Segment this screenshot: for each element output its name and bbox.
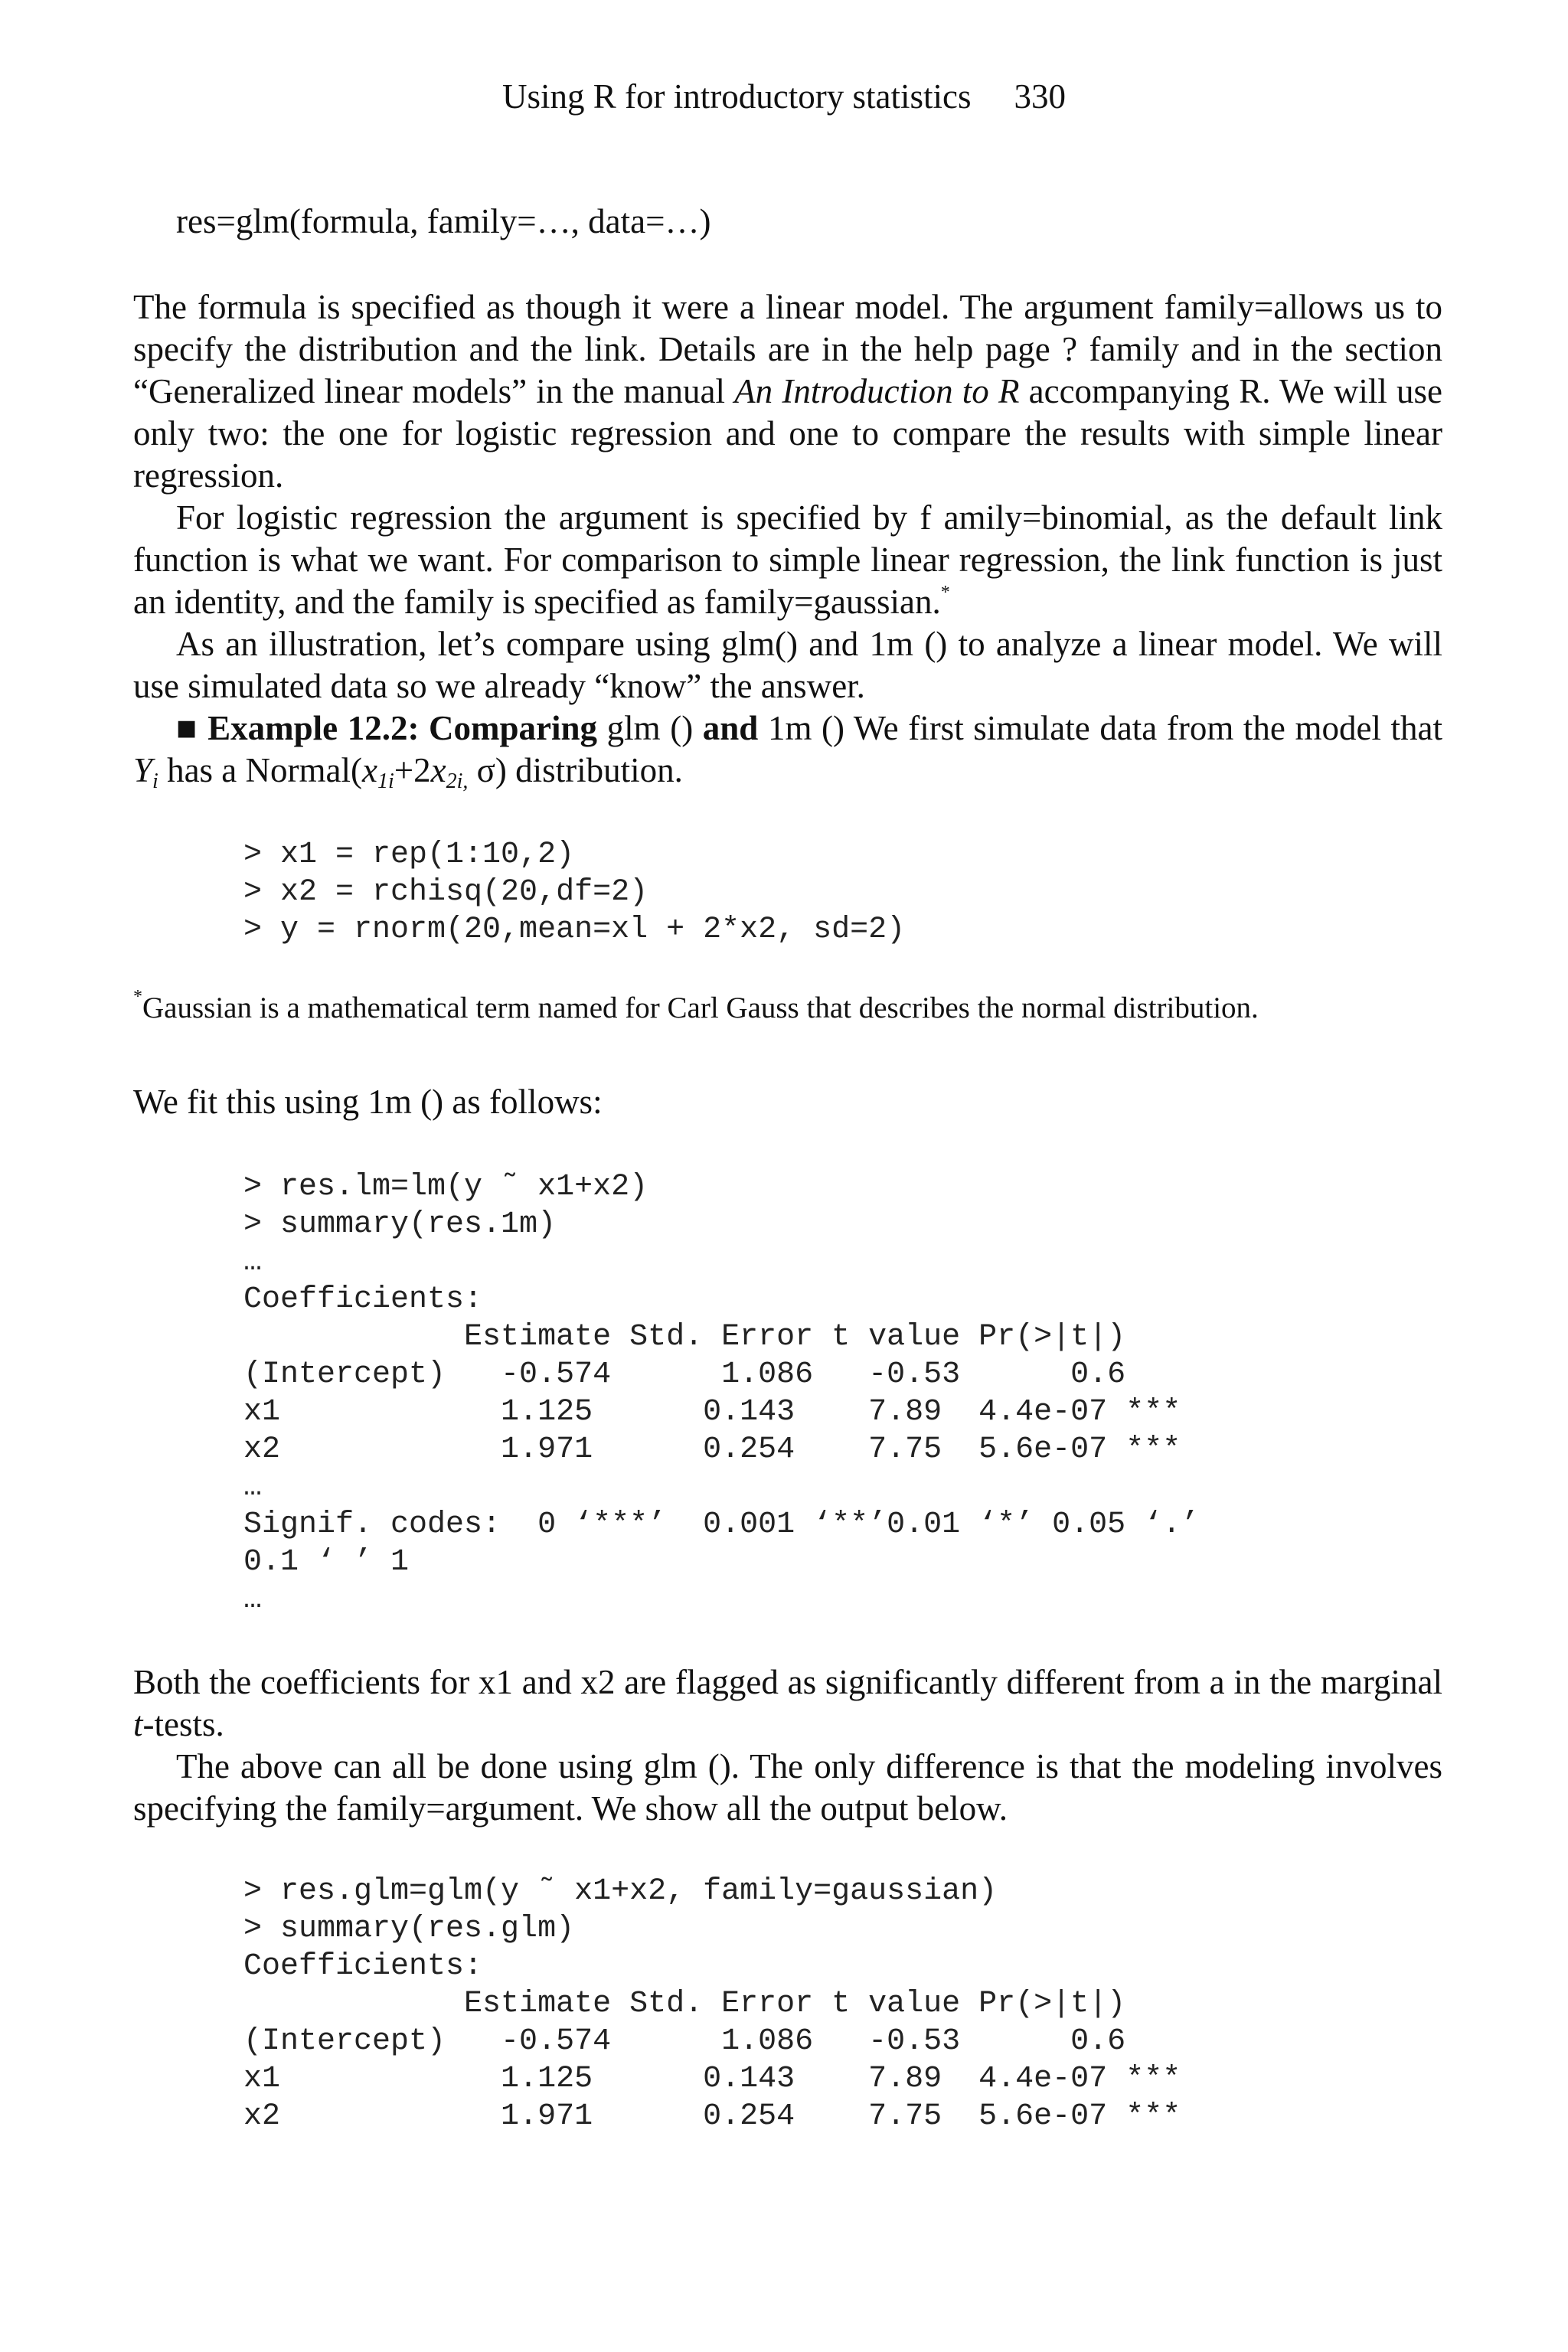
header-title: Using R for introductory statistics: [502, 77, 972, 116]
code-line: > summary(res.glm): [243, 1912, 575, 1946]
code-line: …: [243, 1583, 263, 1617]
body-text-bottom: [133, 1661, 1442, 1830]
footnote-mark: *: [133, 987, 142, 1007]
example-label: Example 12.2: Comparing: [207, 709, 598, 747]
code-line: x2 1.971 0.254 7.75 5.6e-07 ***: [243, 1432, 1181, 1467]
paragraph-fit-lm: We fit this using 1m () as follows:: [133, 1083, 603, 1121]
code-line: > res.glm=glm(y ˜ x1+x2, family=gaussian): [243, 1874, 998, 1909]
code-line: > res.lm=lm(y ˜ x1+x2): [243, 1170, 648, 1204]
code-line: > x2 = rchisq(20,df=2): [243, 875, 648, 910]
code-line: Estimate Std. Error t value Pr(>|t|): [243, 1987, 1126, 2021]
code-line: x1 1.125 0.143 7.89 4.4e-07 ***: [243, 1395, 1181, 1429]
code-line: (Intercept) -0.574 1.086 -0.53 0.6: [243, 2024, 1126, 2059]
code-line: …: [243, 1245, 263, 1279]
body-text-top: [133, 286, 1442, 792]
footnote: [133, 989, 1442, 1027]
syntax-line: res=glm(formula, family=…, data=…): [176, 202, 711, 240]
code-line: Coefficients:: [243, 1282, 483, 1317]
code-line: x2 1.971 0.254 7.75 5.6e-07 ***: [243, 2099, 1181, 2134]
code-block-lm-summary: [243, 1168, 1553, 1619]
code-line: 0.1 ‘ ’ 1: [243, 1545, 410, 1579]
page-number: 330: [1014, 77, 1066, 116]
code-line: …: [243, 1470, 263, 1504]
code-line: (Intercept) -0.574 1.086 -0.53 0.6: [243, 1357, 1126, 1392]
manual-title: An Introduction to R: [734, 372, 1020, 410]
running-header: [0, 74, 1568, 119]
code-block-simulate: [243, 836, 1553, 949]
code-line: > y = rnorm(20,mean=xl + 2*x2, sd=2): [243, 913, 906, 947]
code-line: > x1 = rep(1:10,2): [243, 838, 575, 872]
paragraph-illustration: As an illustration, let’s compare using glm() and 1m () to analyze a linear model. We will use simulated data so we already “know” the answer.: [133, 625, 1442, 705]
footnote-text: Gaussian is a mathematical term named for Carl Gauss that describes the normal distribution.: [142, 991, 1259, 1024]
code-line: > summary(res.1m): [243, 1207, 557, 1242]
paragraph-logistic: For logistic regression the argument is specified by f amily=binomial, as the default link function is what we want. For comparison to simple linear regression, the link function is just an identity, and the family is specified as family=gaussian.*: [133, 498, 1442, 621]
code-line: Coefficients:: [243, 1949, 483, 1984]
code-block-glm-summary: [243, 1873, 1553, 2135]
paragraph-glm-compare: The above can all be done using glm (). The only difference is that the modeling involves specifying the family=argument. We show all the output below.: [133, 1747, 1442, 1828]
paragraph-coefficients: Both the coefficients for x1 and x2 are flagged as significantly different from a in the marginal t-tests.: [133, 1663, 1442, 1743]
code-line: x1 1.125 0.143 7.89 4.4e-07 ***: [243, 2062, 1181, 2096]
footnote-mark: *: [940, 583, 950, 603]
code-line: Estimate Std. Error t value Pr(>|t|): [243, 1320, 1126, 1354]
code-line: Signif. codes: 0 ‘***’ 0.001 ‘**’0.01 ‘*’ 0.05 ‘.’: [243, 1508, 1200, 1542]
example-marker: ■: [176, 709, 198, 747]
example-heading: ■ Example 12.2: Comparing glm () and 1m () We first simulate data from the model that $Y_i$ has a $Normal(x_{1i}+2x_{2i,}$ σ) distribution.: [133, 709, 1443, 793]
paragraph-glm-formula: The formula is specified as though it were a linear model. The argument family=allows us to specify the distribution and the link. Details are in the help page ? family and in the section “Generalized linear models” in the manual An Introduction to R accompanying R. We will use only two: the one for logistic regression and one to compare the results with simple linear regression.: [133, 288, 1442, 495]
